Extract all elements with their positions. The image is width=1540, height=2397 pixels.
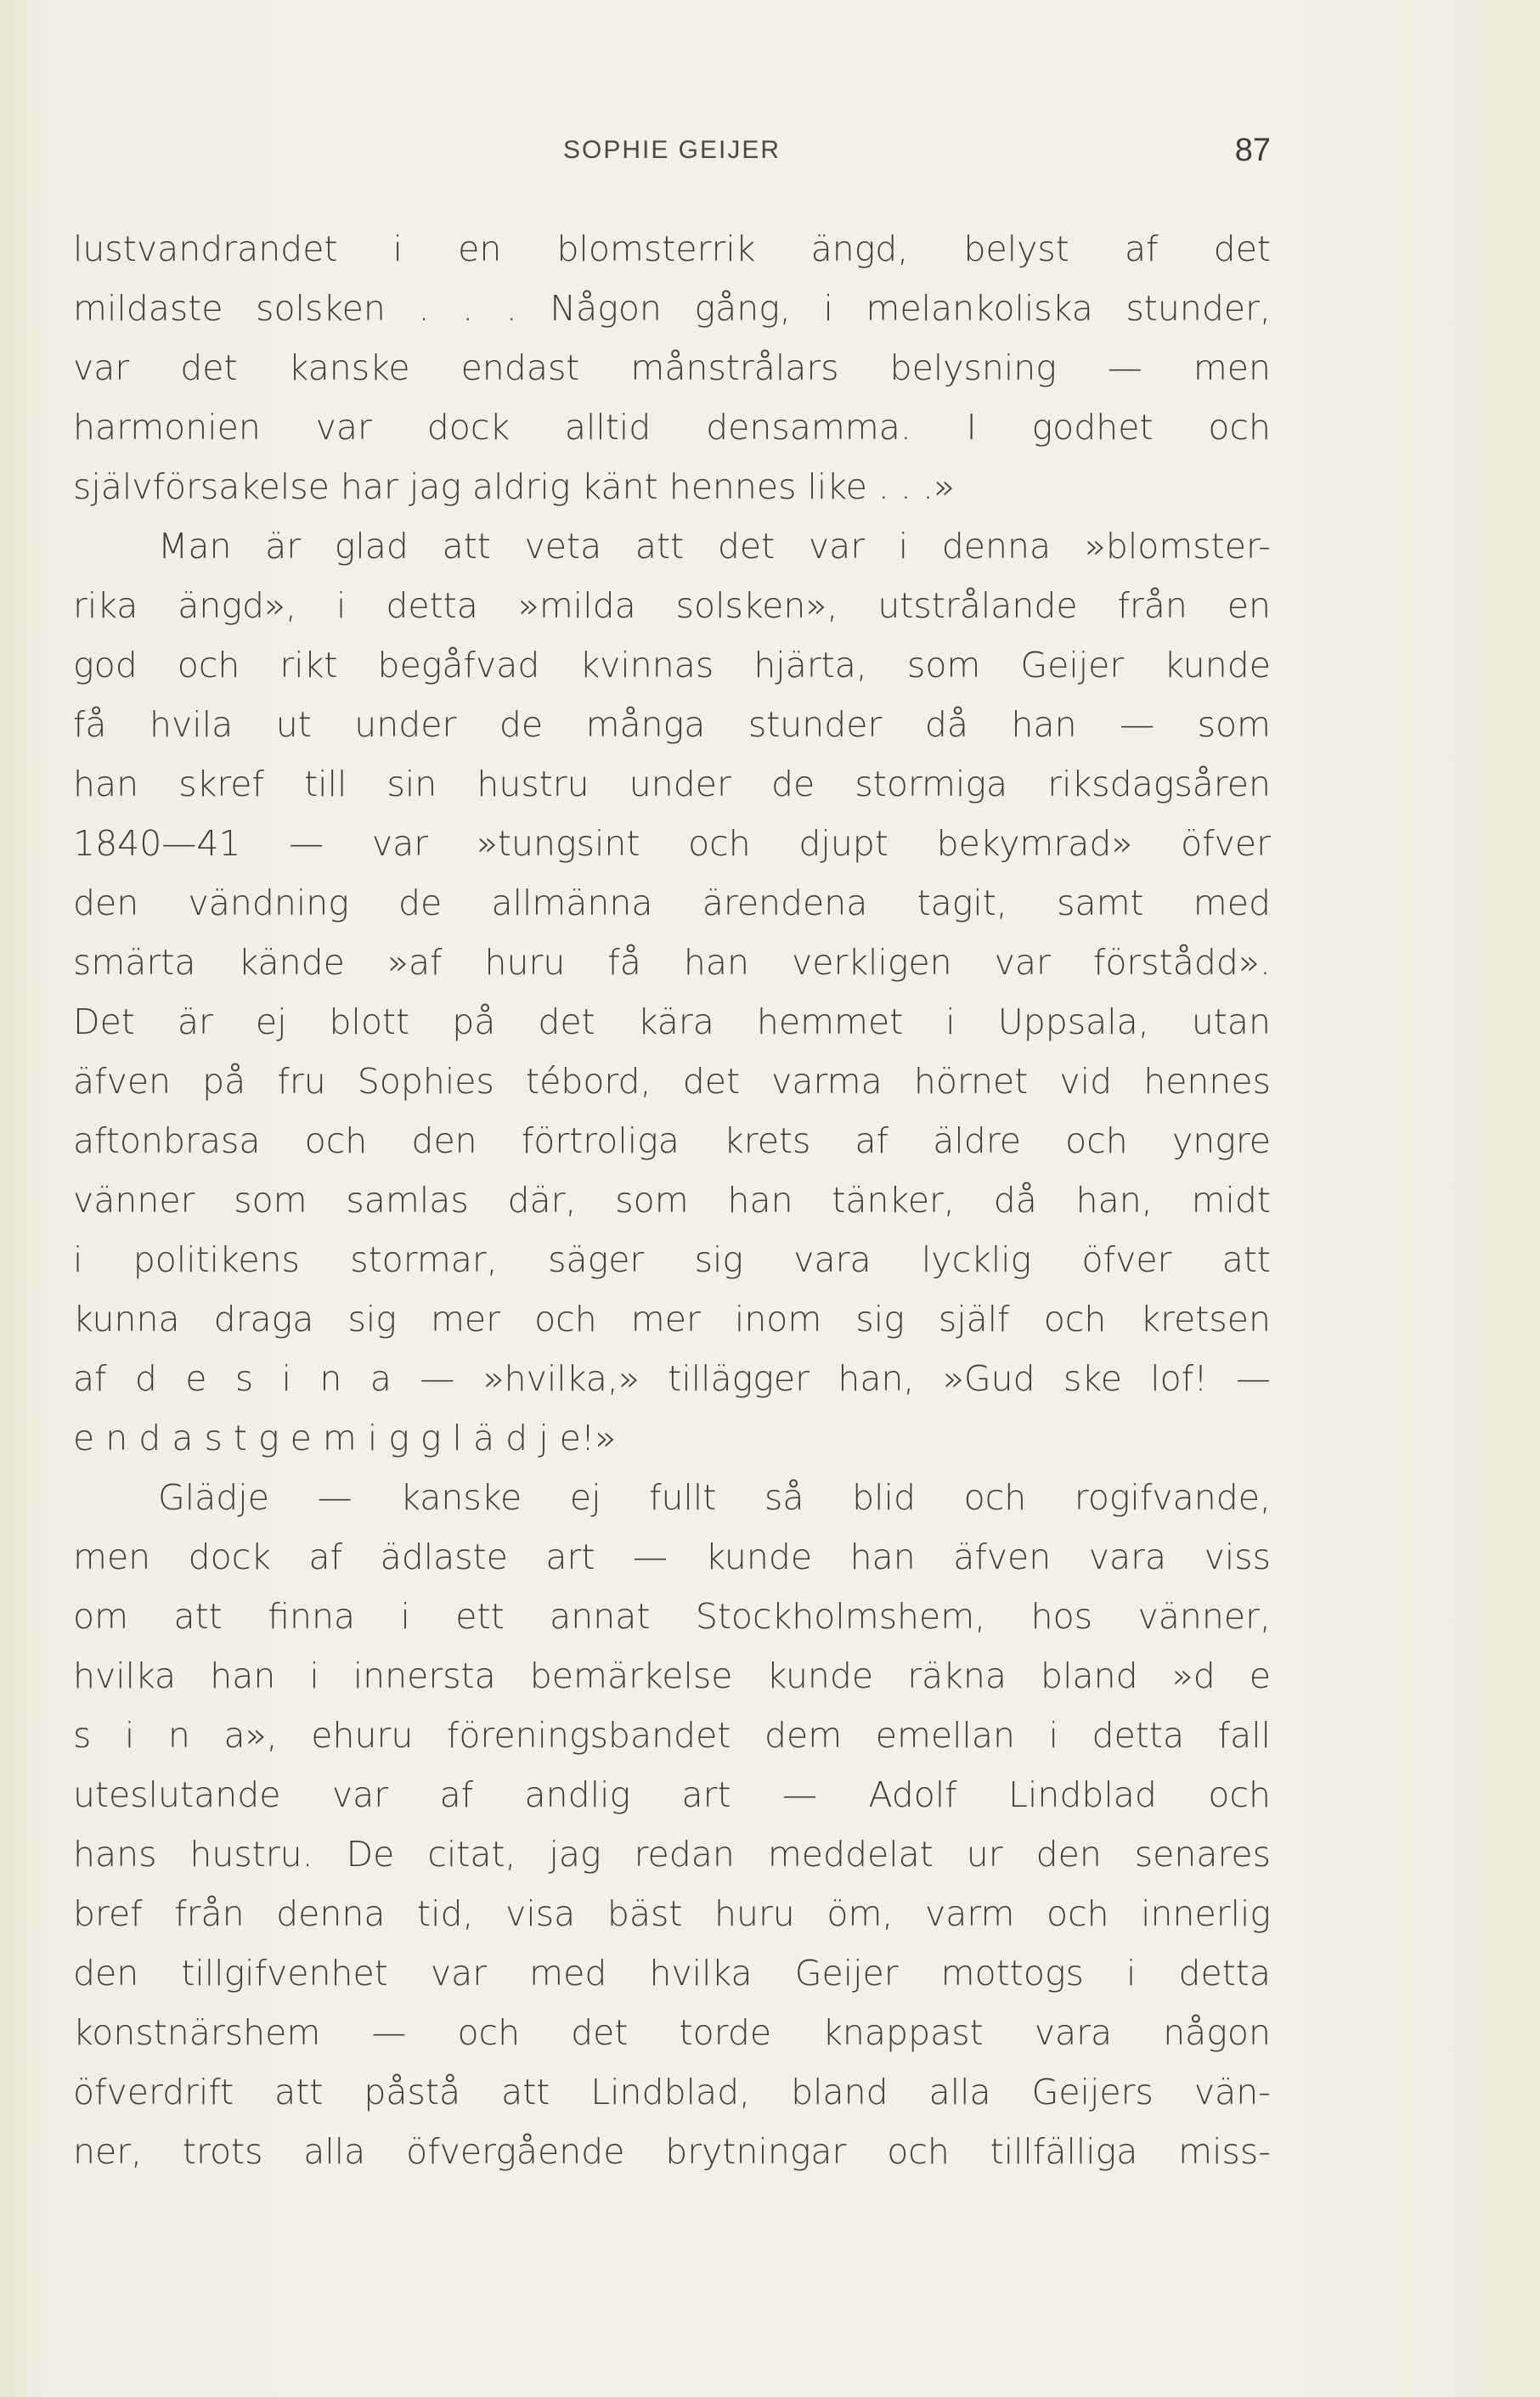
text-line: få hvila ut under de många stunder då han — som	[73, 704, 1271, 745]
text-line: rika ängd», i detta »milda solsken», utstrålande från en	[73, 585, 1271, 626]
text-line: vänner som samlas där, som han tänker, då han, midt	[73, 1180, 1271, 1221]
text-line: självförsakelse har jag aldrig känt hennes like . . .»	[73, 466, 956, 507]
text-line: men dock af ädlaste art — kunde han äfven vara viss	[73, 1537, 1271, 1577]
body-text	[73, 219, 1271, 2181]
text-line: ner, trots alla öfvergående brytningar och tillfälliga miss-	[73, 2131, 1271, 2172]
text-line: e n d a s t g e m i g g l ä d j e!»	[73, 1418, 617, 1458]
text-line: den tillgifvenhet var med hvilka Geijer mottogs i detta	[73, 1953, 1271, 1994]
text-line: öfverdrift att påstå att Lindblad, bland alla Geijers vän-	[73, 2072, 1271, 2112]
text-line: hvilka han i innersta bemärkelse kunde räkna bland »d e	[73, 1655, 1271, 1696]
running-header	[73, 133, 1271, 175]
text-line: s i n a», ehuru föreningsbandet dem emellan i detta fall	[73, 1715, 1271, 1756]
text-line: i politikens stormar, säger sig vara lycklig öfver att	[73, 1239, 1271, 1280]
text-line: kunna draga sig mer och mer inom sig själf och kretsen	[73, 1299, 1271, 1340]
text-line: aftonbrasa och den förtroliga krets af äldre och yngre	[73, 1120, 1271, 1161]
text-line: uteslutande var af andlig art — Adolf Lindblad och	[73, 1774, 1271, 1815]
text-line: konstnärshem — och det torde knappast vara någon	[73, 2012, 1271, 2053]
text-line: han skref till sin hustru under de stormiga riksdagsåren	[73, 764, 1271, 804]
paragraph-start-line: Glädje — kanske ej fullt så blid och rogifvande,	[158, 1477, 1271, 1518]
running-title: SOPHIE GEIJER	[562, 136, 781, 164]
text-line: lustvandrandet i en blomsterrik ängd, belyst af det	[73, 228, 1271, 269]
text-line: Det är ej blott på det kära hemmet i Uppsala, utan	[73, 1001, 1271, 1042]
text-line: om att finna i ett annat Stockholmshem, hos vänner,	[73, 1596, 1271, 1637]
text-line: smärta kände »af huru få han verkligen var förstådd».	[73, 942, 1271, 983]
text-line: äfven på fru Sophies tébord, det varma hörnet vid hennes	[73, 1061, 1271, 1102]
text-line: god och rikt begåfvad kvinnas hjärta, som Geijer kunde	[73, 645, 1271, 685]
text-line: bref från denna tid, visa bäst huru öm, varm och innerlig	[73, 1893, 1271, 1934]
text-line: af d e s i n a — »hvilka,» tillägger han, »Gud ske lof! —	[73, 1358, 1271, 1399]
text-line: var det kanske endast månstrålars belysning — men	[73, 347, 1271, 388]
text-line: harmonien var dock alltid densamma. I godhet och	[73, 407, 1271, 448]
page-number: 87	[1234, 133, 1271, 168]
text-line: 1840—41 — var »tungsint och djupt bekymrad» öfver	[73, 823, 1271, 864]
text-line: mildaste solsken . . . Någon gång, i melankoliska stunder,	[73, 288, 1271, 329]
text-line: den vändning de allmänna ärendena tagit, samt med	[73, 883, 1271, 923]
text-line: hans hustru. De citat, jag redan meddelat ur den senares	[73, 1834, 1271, 1875]
paragraph-start-line: Man är glad att veta att det var i denna »blomster-	[158, 526, 1271, 567]
